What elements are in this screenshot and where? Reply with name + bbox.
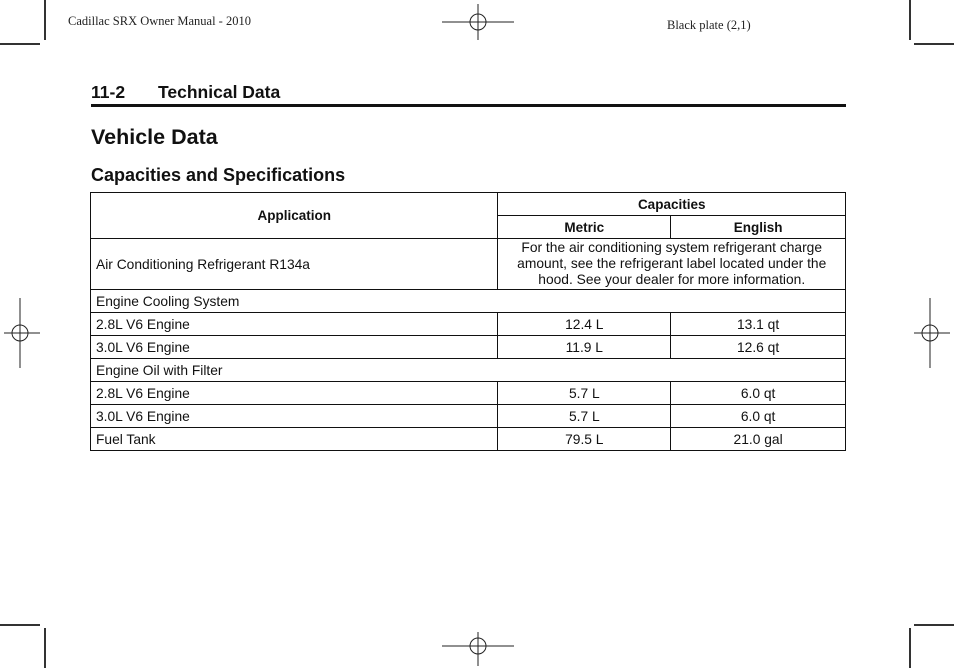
crop-mark xyxy=(914,43,954,45)
row-label-cooling-28: 2.8L V6 Engine xyxy=(91,313,498,336)
table-header-row xyxy=(91,193,846,216)
cell-metric: 12.4 L xyxy=(498,313,671,336)
table-row xyxy=(91,359,846,382)
cell-english: 13.1 qt xyxy=(671,313,846,336)
print-header-left: Cadillac SRX Owner Manual - 2010 xyxy=(68,14,251,28)
crop-mark xyxy=(0,624,40,626)
row-label-fuel: Fuel Tank xyxy=(91,428,498,451)
col-header-capacities: Capacities xyxy=(498,193,846,216)
row-label-cooling: Engine Cooling System xyxy=(91,290,846,313)
cell-metric: 11.9 L xyxy=(498,336,671,359)
table-row xyxy=(91,290,846,313)
registration-mark-bottom xyxy=(440,632,516,668)
cell-metric: 79.5 L xyxy=(498,428,671,451)
row-label-cooling-30: 3.0L V6 Engine xyxy=(91,336,498,359)
registration-mark-right xyxy=(910,296,954,370)
crop-mark xyxy=(0,43,40,45)
cell-english: 21.0 gal xyxy=(671,428,846,451)
page-subheading: Capacities and Specifications xyxy=(91,165,346,185)
col-header-english: English xyxy=(671,216,846,239)
registration-mark-top xyxy=(440,2,516,42)
table-row xyxy=(91,428,846,451)
registration-mark-left xyxy=(0,296,44,370)
table-row xyxy=(91,405,846,428)
col-header-metric: Metric xyxy=(498,216,671,239)
cell-english: 6.0 qt xyxy=(671,382,846,405)
crop-mark xyxy=(914,624,954,626)
crop-mark xyxy=(44,0,46,40)
table-row xyxy=(91,382,846,405)
print-header-right: Black plate (2,1) xyxy=(667,18,751,32)
crop-mark xyxy=(44,628,46,668)
cell-english: 6.0 qt xyxy=(671,405,846,428)
row-label-ac: Air Conditioning Refrigerant R134a xyxy=(91,239,498,290)
page-heading: Vehicle Data xyxy=(91,125,218,149)
table-row xyxy=(91,239,846,290)
cell-metric: 5.7 L xyxy=(498,382,671,405)
capacities-table xyxy=(90,192,846,451)
ac-note: For the air conditioning system refrigerant charge amount, see the refrigerant label located under the hood. See your dealer for more information. xyxy=(498,239,846,290)
section-header xyxy=(91,80,846,107)
col-header-application: Application xyxy=(91,193,498,239)
section-title: Technical Data xyxy=(158,82,281,102)
row-label-oil-28: 2.8L V6 Engine xyxy=(91,382,498,405)
row-label-oil: Engine Oil with Filter xyxy=(91,359,846,382)
cell-english: 12.6 qt xyxy=(671,336,846,359)
table-row xyxy=(91,313,846,336)
cell-metric: 5.7 L xyxy=(498,405,671,428)
page-number: 11-2 xyxy=(91,82,126,102)
crop-mark xyxy=(909,628,911,668)
row-label-oil-30: 3.0L V6 Engine xyxy=(91,405,498,428)
table-row xyxy=(91,336,846,359)
crop-mark xyxy=(909,0,911,40)
